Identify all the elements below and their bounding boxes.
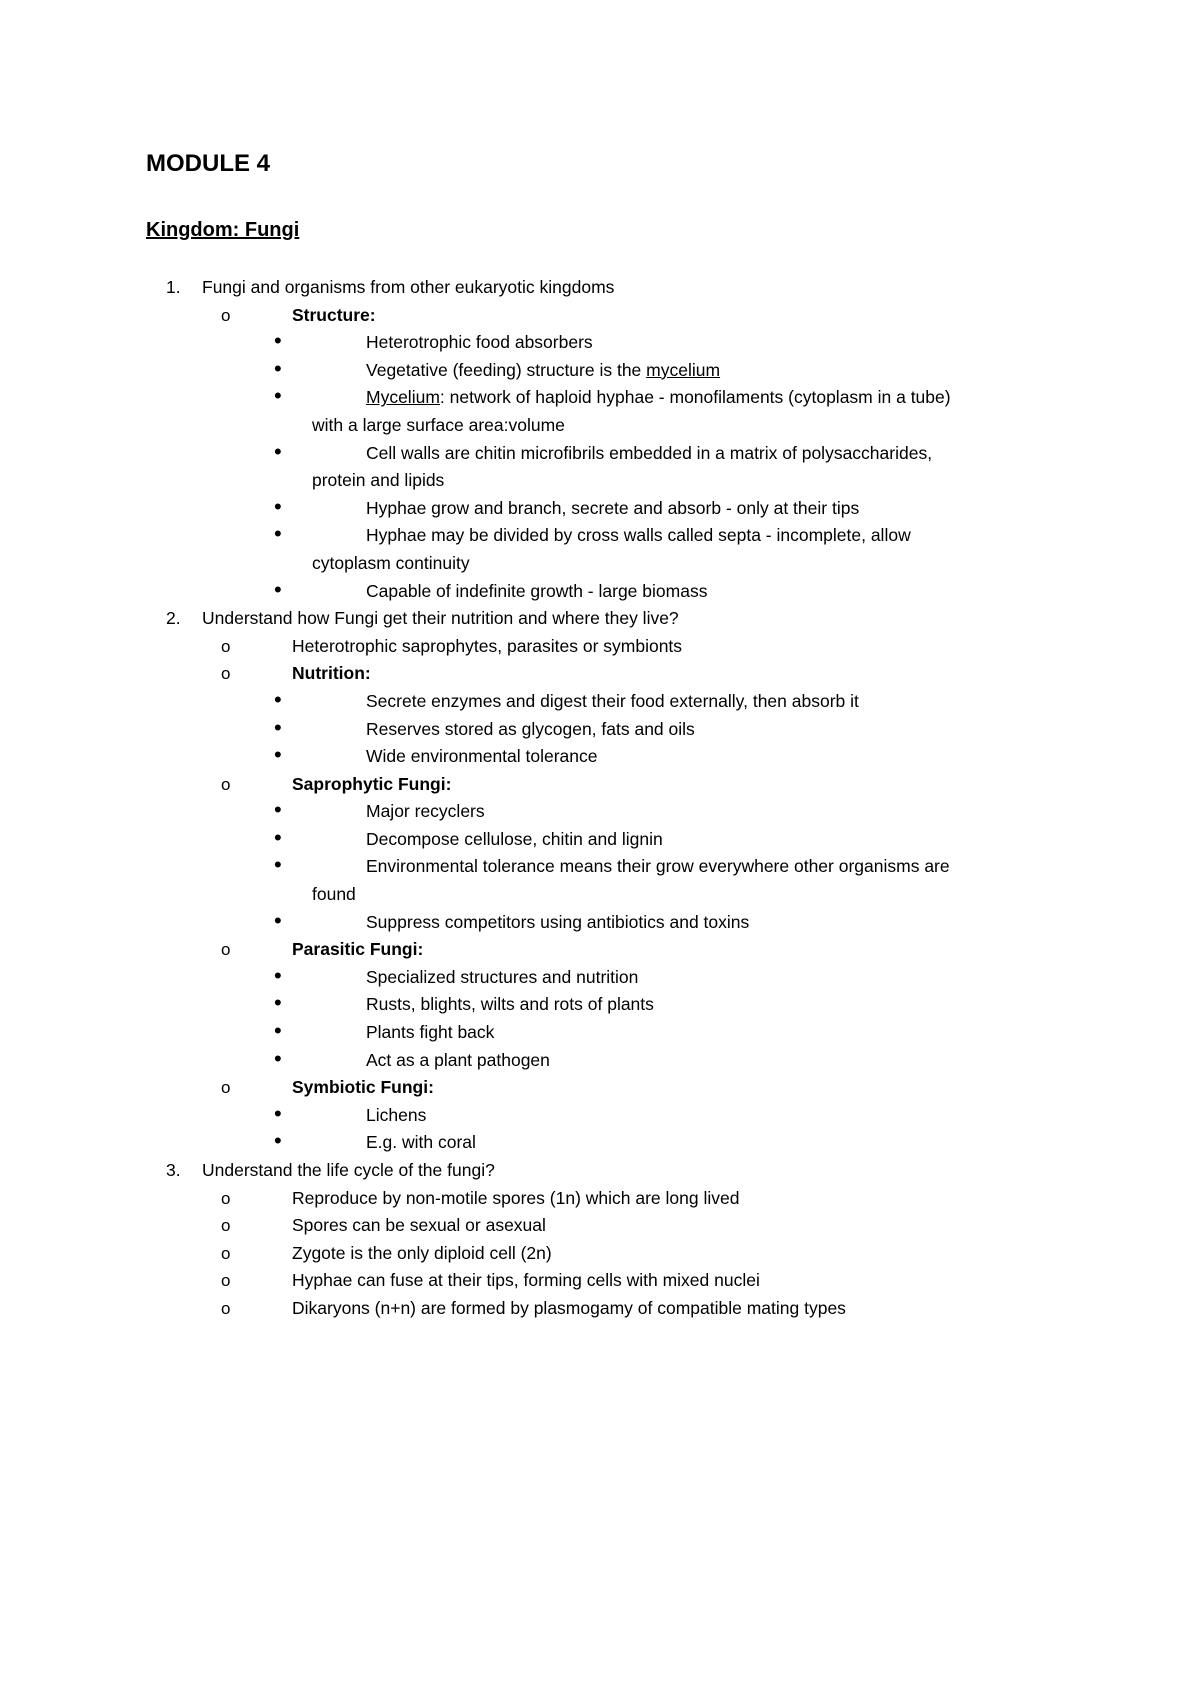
item-text: Secrete enzymes and digest their food externally, then absorb it	[366, 690, 859, 711]
list-item	[0, 1129, 1200, 1157]
item-text: Reserves stored as glycogen, fats and oils	[366, 718, 695, 739]
bullet-icon: •	[274, 383, 282, 409]
bullet-icon: •	[274, 907, 282, 933]
bullet-icon: •	[274, 355, 282, 381]
item-text: found	[312, 884, 356, 905]
list-item	[0, 302, 1200, 330]
subheading: Structure:	[292, 304, 376, 325]
list-item	[0, 1019, 1200, 1047]
section-title: Kingdom: Fungi	[146, 219, 300, 241]
list-item	[0, 440, 1200, 468]
bullet-icon: •	[274, 493, 282, 519]
list-item	[0, 633, 1200, 661]
list-item	[0, 274, 1200, 302]
item-text: protein and lipids	[312, 470, 445, 491]
bullet-icon: •	[274, 521, 282, 547]
subheading: Saprophytic Fungi:	[292, 773, 452, 794]
underlined-term: Mycelium	[366, 387, 440, 408]
item-number: 1.	[166, 277, 181, 297]
list-item	[0, 357, 1200, 385]
bullet-icon: •	[274, 962, 282, 988]
item-text	[366, 384, 951, 412]
bullet-icon: •	[274, 824, 282, 850]
list-item	[0, 909, 1200, 937]
hollow-bullet-icon: o	[221, 636, 231, 656]
subheading: Parasitic Fungi:	[292, 939, 424, 960]
list-item-continuation	[0, 467, 1200, 495]
bullet-icon: •	[274, 438, 282, 464]
list-item	[0, 329, 1200, 357]
bullet-icon: •	[274, 742, 282, 768]
hollow-bullet-icon: o	[221, 1188, 231, 1208]
hollow-bullet-icon: o	[221, 1078, 231, 1098]
item-text: Lichens	[366, 1104, 427, 1125]
list-item	[0, 798, 1200, 826]
item-text: Hyphae can fuse at their tips, forming cells with mixed nuclei	[292, 1270, 760, 1291]
list-item-continuation	[0, 550, 1200, 578]
subheading: Symbiotic Fungi:	[292, 1077, 434, 1098]
list-item	[0, 1295, 1200, 1323]
list-item	[0, 1074, 1200, 1102]
bullet-icon: •	[274, 576, 282, 602]
item-text: Fungi and organisms from other eukaryotic kingdoms	[202, 277, 615, 297]
list-item	[0, 688, 1200, 716]
item-text: Wide environmental tolerance	[366, 746, 598, 767]
item-text: Understand how Fungi get their nutrition and where they live?	[202, 608, 679, 629]
outline-list	[0, 274, 1200, 1323]
bullet-icon: •	[274, 1100, 282, 1126]
bullet-icon: •	[274, 714, 282, 740]
subheading: Nutrition:	[292, 663, 371, 684]
item-text: Cell walls are chitin microfibrils embedded in a matrix of polysaccharides,	[366, 442, 933, 463]
item-text	[366, 357, 720, 385]
item-text: E.g. with coral	[366, 1132, 476, 1153]
list-item	[0, 1185, 1200, 1213]
list-item	[0, 578, 1200, 606]
bullet-icon: •	[274, 1045, 282, 1071]
underlined-term: mycelium	[646, 359, 721, 380]
list-item	[0, 660, 1200, 688]
item-text: Reproduce by non-motile spores (1n) which are long lived	[292, 1187, 740, 1208]
item-text: Dikaryons (n+n) are formed by plasmogamy of compatible mating types	[292, 1297, 846, 1318]
bullet-icon: •	[274, 990, 282, 1016]
hollow-bullet-icon: o	[221, 1243, 231, 1263]
item-text: Major recyclers	[366, 801, 485, 822]
item-text: Decompose cellulose, chitin and lignin	[366, 828, 663, 849]
item-text: Zygote is the only diploid cell (2n)	[292, 1242, 552, 1263]
item-text: cytoplasm continuity	[312, 552, 470, 573]
bullet-icon: •	[274, 328, 282, 354]
hollow-bullet-icon: o	[221, 774, 231, 794]
list-item	[0, 1157, 1200, 1185]
item-text: Hyphae may be divided by cross walls called septa - incomplete, allow	[366, 525, 911, 546]
item-text: Heterotrophic saprophytes, parasites or symbionts	[292, 635, 683, 656]
bullet-icon: •	[274, 1128, 282, 1154]
list-item	[0, 853, 1200, 881]
list-item	[0, 964, 1200, 992]
item-text: with a large surface area:volume	[312, 414, 565, 435]
bullet-icon: •	[274, 797, 282, 823]
hollow-bullet-icon: o	[221, 664, 231, 684]
item-number: 3.	[166, 1160, 181, 1180]
hollow-bullet-icon: o	[221, 305, 231, 325]
list-item	[0, 743, 1200, 771]
bullet-icon: •	[274, 1018, 282, 1044]
item-text: Understand the life cycle of the fungi?	[202, 1160, 495, 1180]
hollow-bullet-icon: o	[221, 1216, 231, 1236]
list-item	[0, 1047, 1200, 1075]
item-text: Hyphae grow and branch, secrete and absorb - only at their tips	[366, 497, 860, 518]
item-text: Plants fight back	[366, 1022, 495, 1043]
item-text: Act as a plant pathogen	[366, 1049, 550, 1070]
list-item	[0, 1102, 1200, 1130]
item-text: Specialized structures and nutrition	[366, 966, 639, 987]
item-text-part: Vegetative (feeding) structure is the	[366, 359, 647, 380]
item-text: Rusts, blights, wilts and rots of plants	[366, 994, 654, 1015]
bullet-icon: •	[274, 686, 282, 712]
list-item-continuation	[0, 412, 1200, 440]
list-item	[0, 495, 1200, 523]
list-item	[0, 522, 1200, 550]
list-item-continuation	[0, 881, 1200, 909]
list-item	[0, 991, 1200, 1019]
item-text: Spores can be sexual or asexual	[292, 1215, 546, 1236]
list-item	[0, 771, 1200, 799]
item-text: Capable of indefinite growth - large biomass	[366, 580, 708, 601]
item-text: Environmental tolerance means their grow everywhere other organisms are	[366, 856, 950, 877]
item-text: Suppress competitors using antibiotics and toxins	[366, 911, 750, 932]
module-title: MODULE 4	[146, 150, 271, 177]
item-text: Heterotrophic food absorbers	[366, 332, 593, 353]
hollow-bullet-icon: o	[221, 940, 231, 960]
list-item	[0, 936, 1200, 964]
item-number: 2.	[166, 608, 181, 629]
list-item	[0, 1212, 1200, 1240]
hollow-bullet-icon: o	[221, 1298, 231, 1318]
list-item	[0, 716, 1200, 744]
item-text-part: : network of haploid hyphae - monofilaments (cytoplasm in a tube)	[439, 387, 951, 408]
list-item	[0, 384, 1200, 412]
list-item	[0, 1240, 1200, 1268]
list-item	[0, 1267, 1200, 1295]
list-item	[0, 605, 1200, 633]
list-item	[0, 826, 1200, 854]
hollow-bullet-icon: o	[221, 1271, 231, 1291]
bullet-icon: •	[274, 852, 282, 878]
